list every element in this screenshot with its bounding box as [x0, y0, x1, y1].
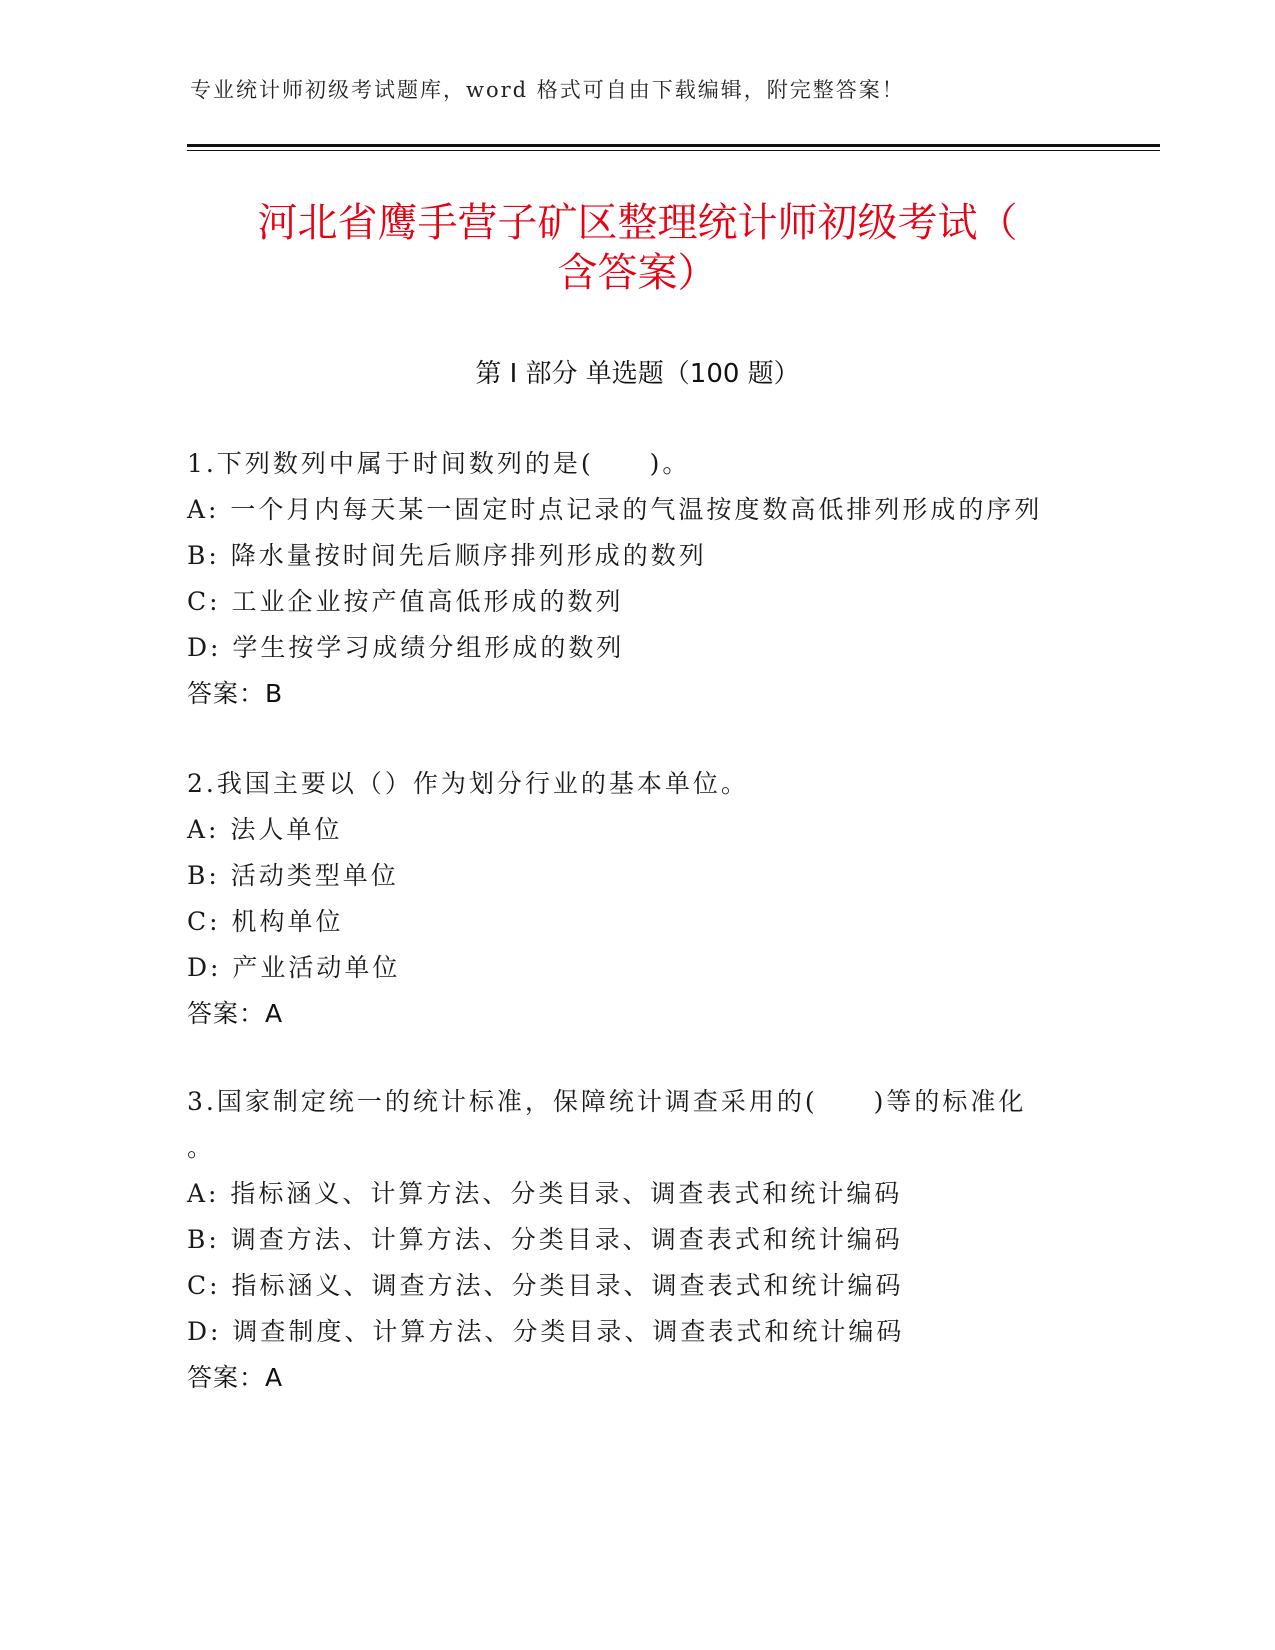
answer: 答案：B [187, 679, 284, 708]
answer: 答案：A [187, 1363, 284, 1392]
header-rule-thin [187, 150, 1160, 151]
title-line-2: 含答案） [557, 250, 718, 296]
option-b: B: 降水量按时间先后顺序排列形成的数列 [187, 541, 707, 570]
question-1 [187, 441, 1087, 717]
title-line-1: 河北省鹰手营子矿区整理统计师初级考试（ [257, 200, 1018, 246]
question-3 [187, 1079, 1087, 1401]
document-title [160, 198, 1115, 298]
question-2 [187, 761, 1087, 1037]
question-stem-continuation: 。 [187, 1133, 216, 1162]
section-title: 第 I 部分 单选题（100 题） [475, 359, 800, 389]
option-d: D: 调查制度、计算方法、分类目录、调查表式和统计编码 [187, 1317, 905, 1346]
option-a: A: 指标涵义、计算方法、分类目录、调查表式和统计编码 [187, 1179, 903, 1208]
option-b: B: 调查方法、计算方法、分类目录、调查表式和统计编码 [187, 1225, 903, 1254]
answer: 答案：A [187, 999, 284, 1028]
option-a: A: 法人单位 [187, 815, 343, 844]
header-rule-thick [187, 144, 1160, 147]
option-a: A: 一个月内每天某一固定时点记录的气温按度数高低排列形成的序列 [187, 495, 1043, 524]
option-c: C: 工业企业按产值高低形成的数列 [187, 587, 624, 616]
option-d: D: 产业活动单位 [187, 953, 401, 982]
option-c: C: 机构单位 [187, 907, 344, 936]
question-stem: 2.我国主要以（）作为划分行业的基本单位。 [187, 769, 749, 798]
question-stem: 3.国家制定统一的统计标准，保障统计调查采用的( )等的标准化 [187, 1087, 1027, 1116]
option-d: D: 学生按学习成绩分组形成的数列 [187, 633, 625, 662]
question-stem: 1.下列数列中属于时间数列的是( )。 [187, 449, 691, 478]
option-b: B: 活动类型单位 [187, 861, 399, 890]
header-note: 专业统计师初级考试题库，word 格式可自由下载编辑，附完整答案！ [190, 78, 905, 102]
option-c: C: 指标涵义、调查方法、分类目录、调查表式和统计编码 [187, 1271, 904, 1300]
